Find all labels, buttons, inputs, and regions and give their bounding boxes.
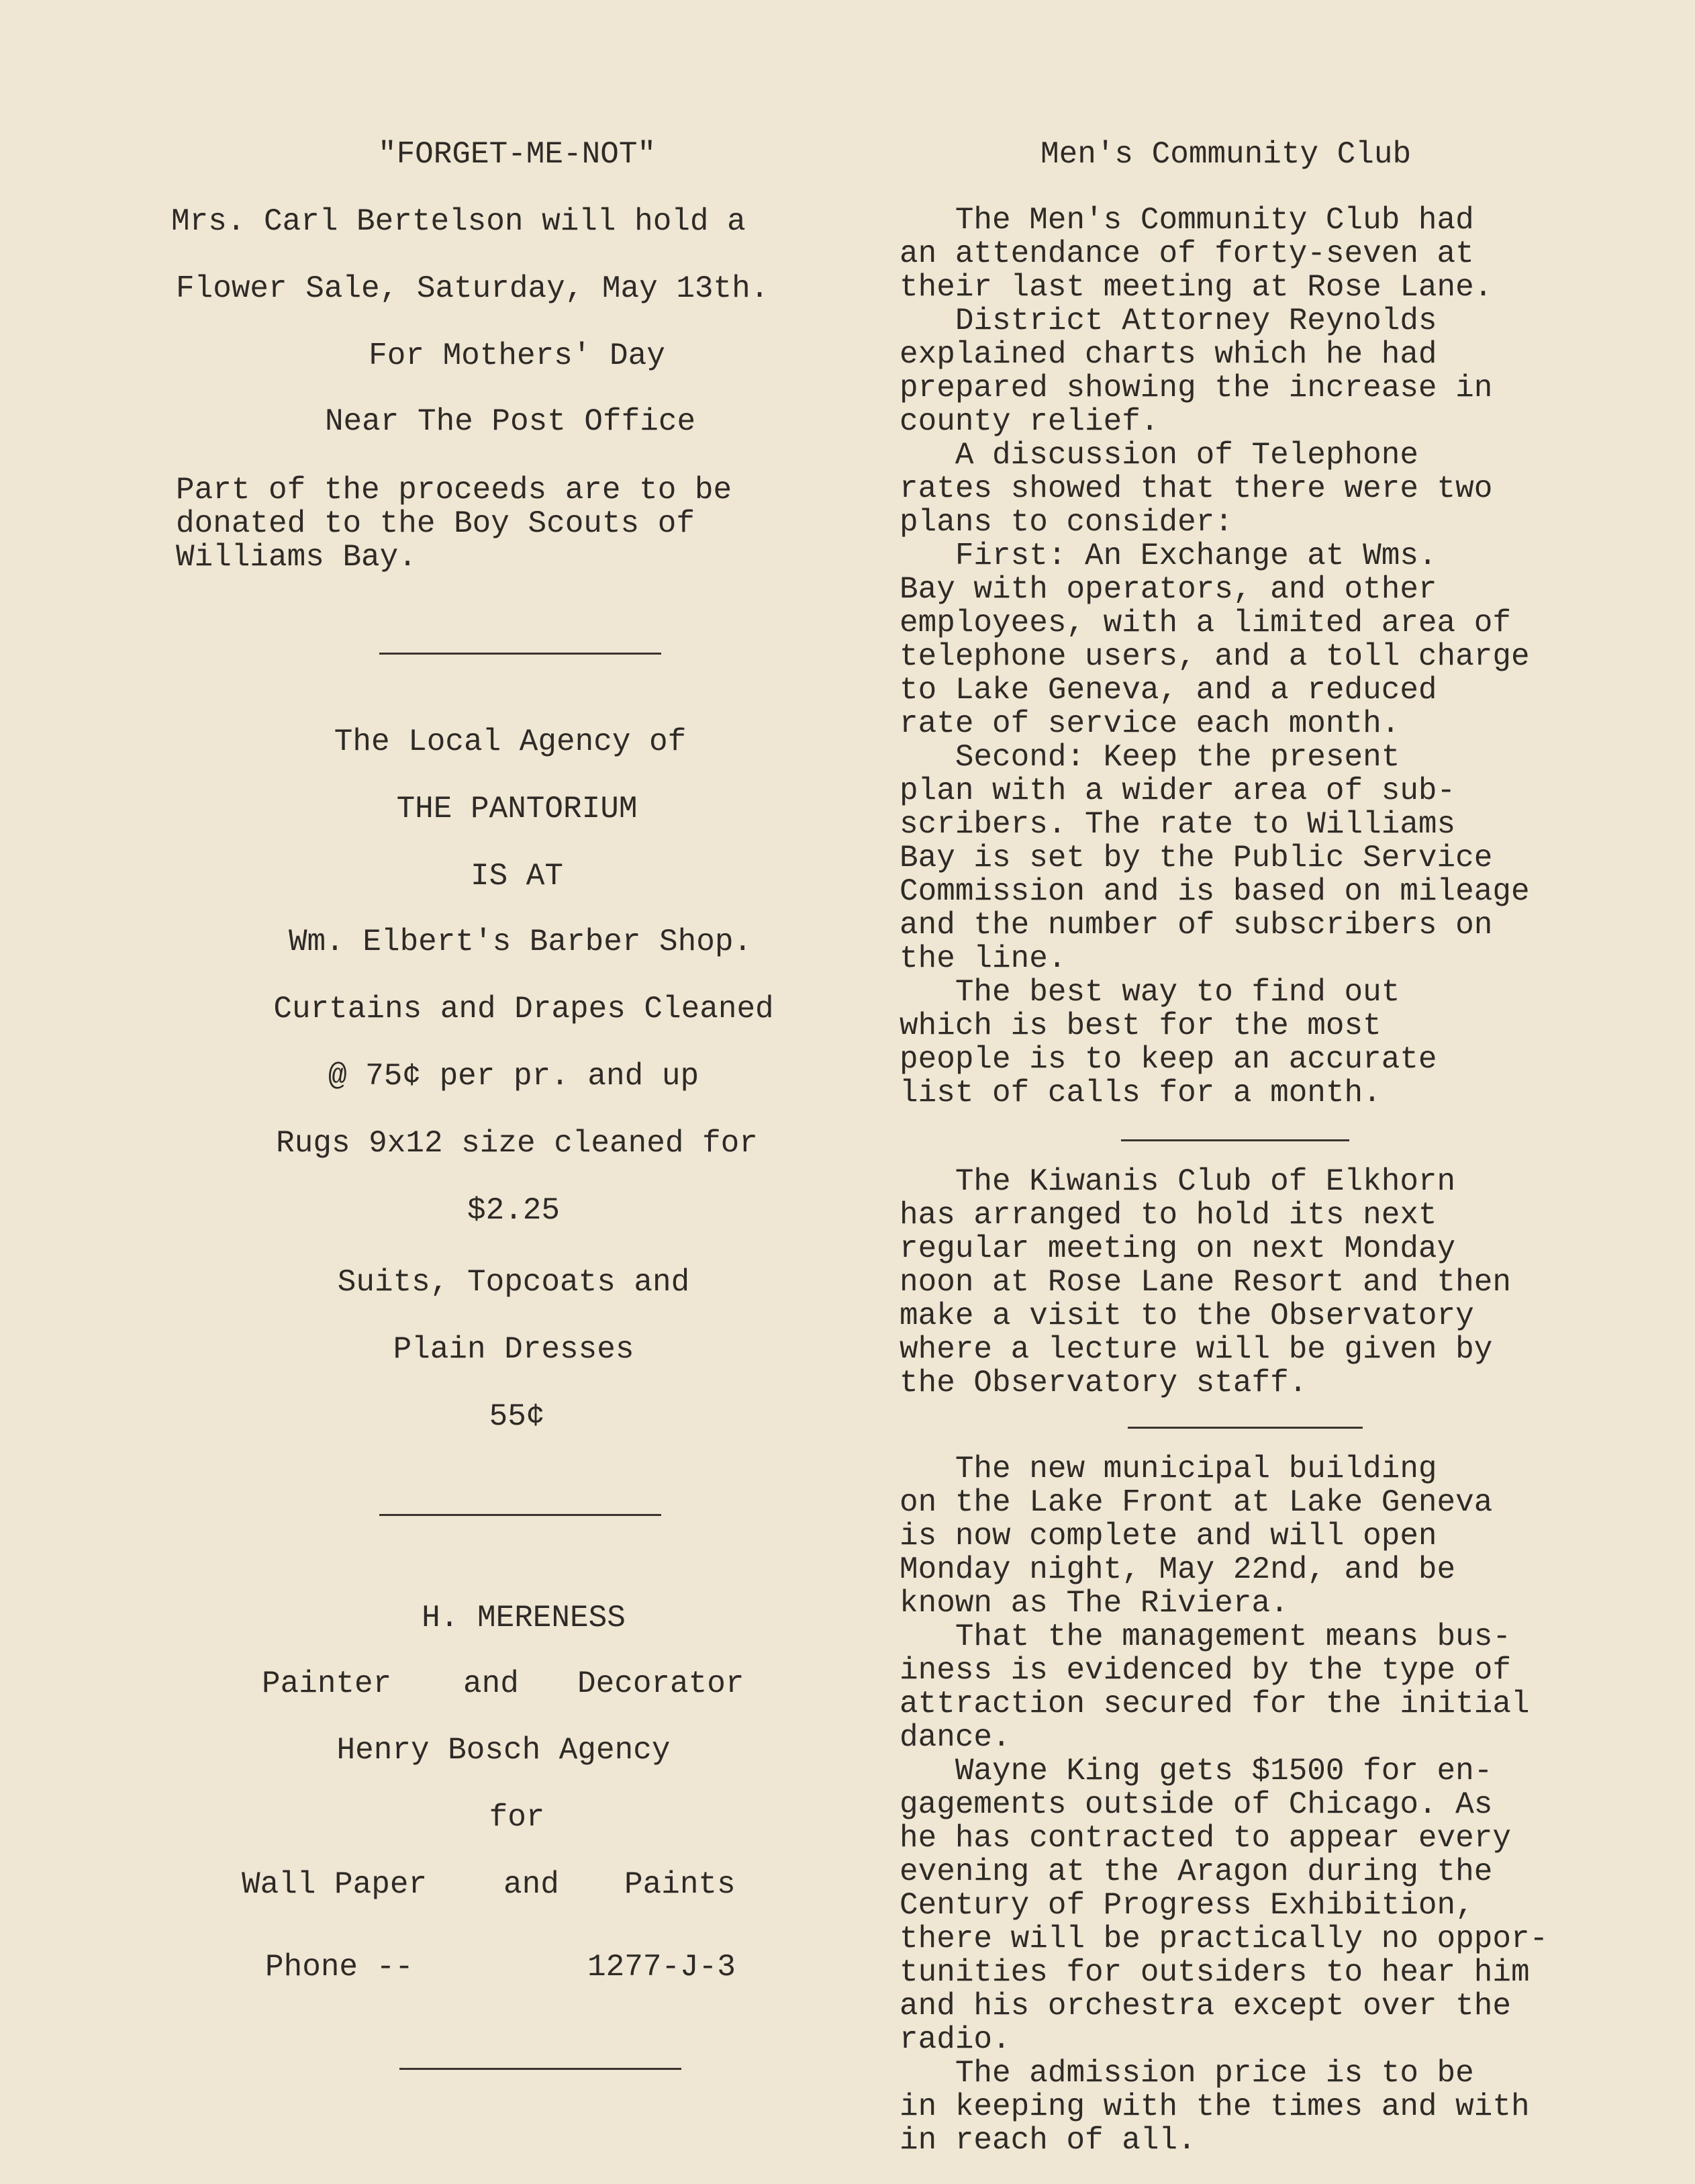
article-line: plans to consider: [900, 505, 1233, 540]
flower-sale-line: For Mothers' Day [369, 338, 665, 373]
article-line: A discussion of Telephone [900, 438, 1418, 473]
article-line: radio. [900, 2022, 1011, 2057]
pantorium-line: 55¢ [489, 1399, 545, 1434]
mereness-trade: Decorator [577, 1666, 744, 1701]
section-divider [1128, 1427, 1363, 1429]
article-line: Bay with operators, and other [900, 572, 1437, 607]
kiwanis-article [900, 1165, 1511, 1400]
article-line: explained charts which he had [900, 337, 1437, 372]
pantorium-line: @ 75¢ per pr. and up [328, 1059, 699, 1094]
club-title: Men's Community Club [1040, 137, 1412, 172]
pantorium-line: Rugs 9x12 size cleaned for [276, 1126, 758, 1161]
article-line: regular meeting on next Monday [900, 1231, 1456, 1266]
section-divider [379, 653, 661, 655]
article-line: has arranged to hold its next [900, 1198, 1437, 1233]
pantorium-line: Suits, Topcoats and [337, 1265, 690, 1300]
article-line: The admission price is to be [900, 2056, 1474, 2091]
article-line: Bay is set by the Public Service [900, 841, 1493, 875]
article-line: tunities for outsiders to hear him [900, 1955, 1530, 1990]
article-line: The best way to find out [900, 975, 1400, 1010]
article-line: noon at Rose Lane Resort and then [900, 1265, 1511, 1300]
article-line: known as The Riviera. [900, 1586, 1289, 1621]
pantorium-line: IS AT [470, 859, 564, 894]
section-divider [379, 1514, 661, 1516]
article-line: plan with a wider area of sub- [900, 773, 1456, 808]
section-divider [399, 2068, 681, 2070]
article-line: make a visit to the Observatory [900, 1298, 1474, 1333]
proceeds-line: donated to the Boy Scouts of [176, 506, 695, 541]
mereness-name: H. MERENESS [422, 1601, 626, 1635]
article-line: to Lake Geneva, and a reduced [900, 673, 1437, 708]
article-line: the Observatory staff. [900, 1366, 1308, 1400]
phone-number: 1277-J-3 [587, 1950, 736, 1985]
mereness-agency: Henry Bosch Agency [336, 1733, 671, 1768]
article-line: Wayne King gets $1500 for en- [900, 1754, 1493, 1789]
mereness-goods: Wall Paper [242, 1867, 428, 1902]
article-line: First: An Exchange at Wms. [900, 538, 1437, 573]
proceeds-line: Part of the proceeds are to be [176, 473, 732, 508]
article-line: their last meeting at Rose Lane. [900, 270, 1493, 305]
article-line: employees, with a limited area of [900, 606, 1511, 640]
article-line: attraction secured for the initial [900, 1687, 1530, 1721]
flower-sale-line: Near The Post Office [324, 404, 696, 439]
article-line: where a lecture will be given by [900, 1332, 1493, 1367]
pantorium-line: THE PANTORIUM [396, 792, 638, 826]
article-line: an attendance of forty-seven at [900, 236, 1474, 271]
article-line: rates showed that there were two [900, 471, 1493, 506]
article-line: in reach of all. [900, 2123, 1196, 2158]
article-line: the line. [900, 941, 1067, 976]
riviera-article [900, 1452, 1548, 2157]
pantorium-line: $2.25 [467, 1193, 561, 1228]
article-line: and the number of subscribers on [900, 908, 1493, 943]
article-line: telephone users, and a toll charge [900, 639, 1530, 674]
article-line: The Men's Community Club had [900, 203, 1474, 238]
article-line: gagements outside of Chicago. As [900, 1787, 1493, 1822]
article-line: he has contracted to appear every [900, 1821, 1511, 1856]
article-line: which is best for the most [900, 1008, 1382, 1043]
article-line: scribers. The rate to Williams [900, 807, 1456, 842]
article-line: That the management means bus- [900, 1619, 1511, 1654]
club-article [900, 203, 1530, 1110]
article-line: Second: Keep the present [900, 740, 1400, 775]
mereness-trade: and [463, 1666, 519, 1701]
mereness-goods: Paints [624, 1867, 736, 1902]
article-line: The Kiwanis Club of Elkhorn [900, 1164, 1456, 1199]
article-line: county relief. [900, 404, 1159, 439]
article-line: The new municipal building [900, 1452, 1437, 1486]
forget-me-not-title: "FORGET-ME-NOT" [377, 137, 657, 172]
article-line: prepared showing the increase in [900, 371, 1493, 406]
section-divider [1121, 1139, 1349, 1141]
article-line: list of calls for a month. [900, 1076, 1382, 1110]
article-line: people is to keep an accurate [900, 1042, 1437, 1077]
article-line: District Attorney Reynolds [900, 303, 1437, 338]
mereness-trade: Painter [262, 1666, 392, 1701]
article-line: is now complete and will open [900, 1519, 1437, 1554]
pantorium-line: Plain Dresses [393, 1332, 634, 1367]
pantorium-line: The Local Agency of [334, 724, 687, 759]
article-line: iness is evidenced by the type of [900, 1653, 1511, 1688]
proceeds-line: Williams Bay. [176, 540, 417, 575]
article-line: dance. [900, 1720, 1011, 1755]
phone-label: Phone -- [265, 1950, 414, 1985]
article-line: there will be practically no oppor- [900, 1921, 1549, 1956]
article-line: and his orchestra except over the [900, 1989, 1511, 2024]
article-line: in keeping with the times and with [900, 2089, 1530, 2124]
mereness-goods: and [503, 1867, 559, 1902]
article-line: rate of service each month. [900, 706, 1400, 741]
flower-sale-line: Mrs. Carl Bertelson will hold a [171, 204, 746, 239]
pantorium-line: Curtains and Drapes Cleaned [273, 992, 774, 1027]
article-line: Century of Progress Exhibition, [900, 1888, 1474, 1923]
article-line: evening at the Aragon during the [900, 1854, 1493, 1889]
article-line: Monday night, May 22nd, and be [900, 1552, 1456, 1587]
pantorium-line: Wm. Elbert's Barber Shop. [288, 924, 753, 959]
article-line: on the Lake Front at Lake Geneva [900, 1485, 1493, 1520]
mereness-for: for [489, 1800, 545, 1835]
article-line: Commission and is based on mileage [900, 874, 1530, 909]
flower-sale-line: Flower Sale, Saturday, May 13th. [176, 271, 769, 306]
